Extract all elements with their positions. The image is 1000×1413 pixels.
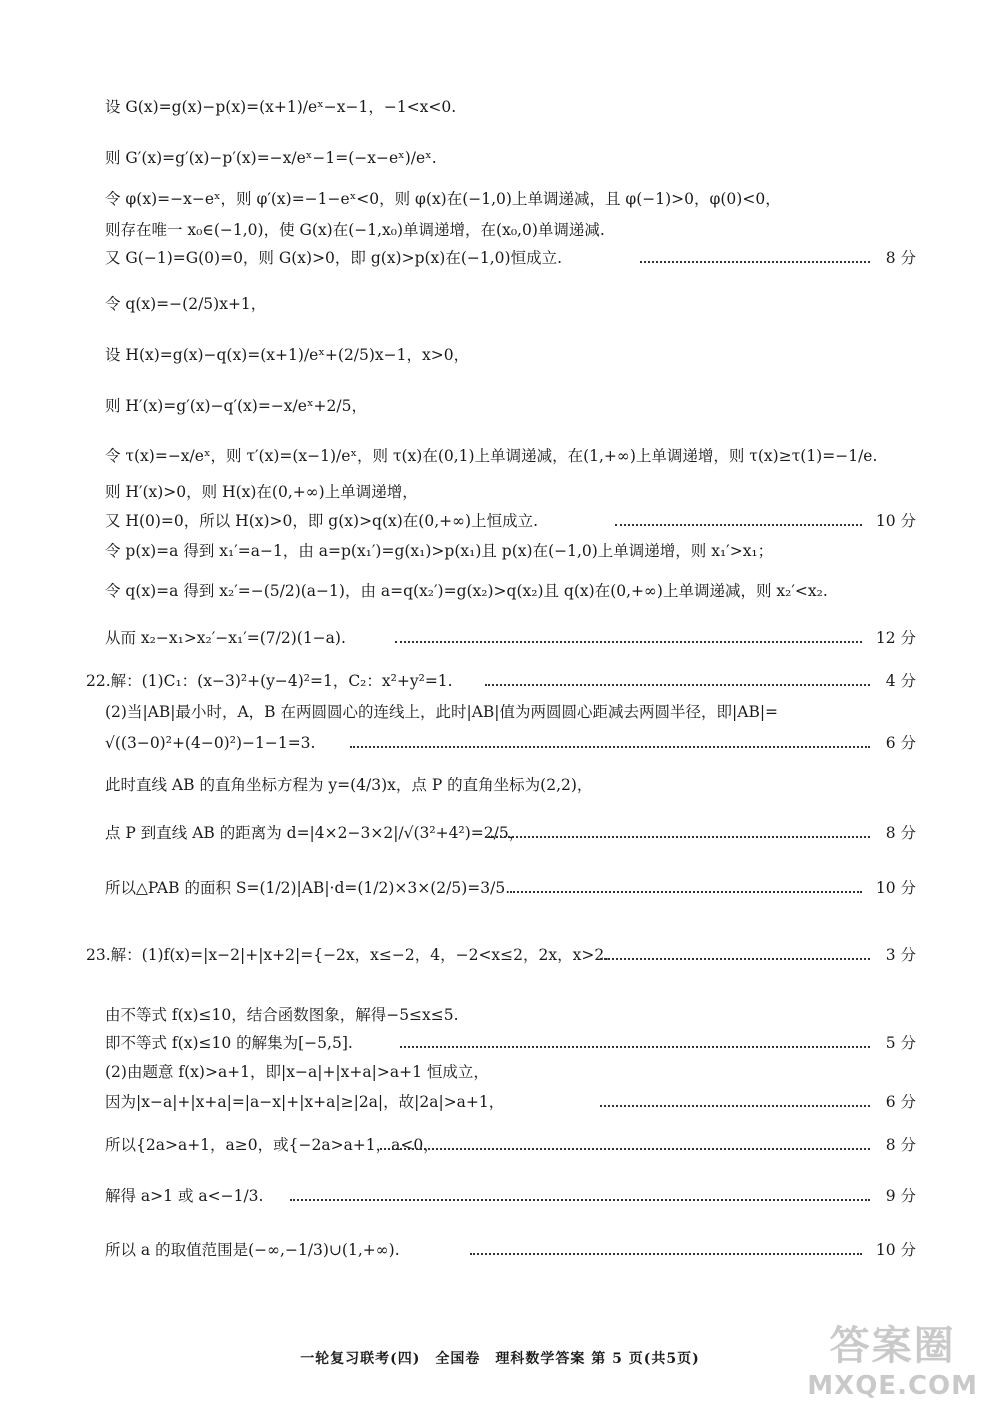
leader-dots <box>600 958 870 960</box>
page-footer: 一轮复习联考(四) 全国卷 理科数学答案 第 5 页(共5页) <box>300 1351 700 1367</box>
leader-dots <box>600 1105 870 1107</box>
line-text: (2)当|AB|最小时，A，B 在两圆圆心的连线上，此时|AB|值为两圆圆心距减去两圆半径，即|AB|= <box>105 703 779 721</box>
line-text: 即不等式 f(x)≤10 的解集为[−5,5]. <box>105 1034 353 1052</box>
line-text: 所以{2a>a+1，a≥0，或{−2a>a+1，a<0， <box>105 1136 439 1154</box>
line-text: 因为|x−a|+|x+a|=|a−x|+|x+a|≥|2a|，故|2a|>a+1， <box>105 1093 505 1111</box>
line-text: 则 H′(x)=g′(x)−q′(x)=−x/eˣ+2/5， <box>105 397 367 415</box>
leader-dots <box>350 746 870 748</box>
leader-dots <box>485 836 870 838</box>
line-text: 令 q(x)=−(2/5)x+1， <box>105 295 267 313</box>
line-text: 设 H(x)=g(x)−q(x)=(x+1)/eˣ+(2/5)x−1，x>0， <box>105 346 470 364</box>
score-label: 4 分 <box>885 672 916 690</box>
line-text: 令 p(x)=a 得到 x₁′=a−1，由 a=p(x₁′)=g(x₁)>p(x₁)且 p(x)在(−1,0)上单调递增，则 x₁′>x₁； <box>105 542 774 560</box>
leader-dots <box>640 261 870 263</box>
leader-dots <box>290 1199 870 1201</box>
leader-dots <box>395 641 862 643</box>
line-text: (2)由题意 f(x)>a+1，即|x−a|+|x+a|>a+1 恒成立， <box>105 1063 489 1081</box>
line-text: 此时直线 AB 的直角坐标方程为 y=(4/3)x，点 P 的直角坐标为(2,2)， <box>105 776 593 794</box>
leader-dots <box>400 1046 870 1048</box>
line-text: 则 H′(x)>0，则 H(x)在(0,+∞)上单调递增， <box>105 483 418 501</box>
score-label: 5 分 <box>885 1034 916 1052</box>
line-text: 令 τ(x)=−x/eˣ，则 τ′(x)=(x−1)/eˣ，则 τ(x)在(0,1)上单调递减，在(1,+∞)上单调递增，则 τ(x)≥τ(1)=−1/e. <box>105 447 878 465</box>
leader-dots <box>510 891 862 893</box>
line-text: 点 P 到直线 AB 的距离为 d=|4×2−3×2|/√(3²+4²)=2/5， <box>105 824 525 842</box>
line-text: 解得 a>1 或 a<−1/3. <box>105 1187 264 1205</box>
line-text: 从而 x₂−x₁>x₂′−x₁′=(7/2)(1−a). <box>105 629 346 647</box>
line-text: 则存在唯一 x₀∈(−1,0)，使 G(x)在(−1,x₀)单调递增，在(x₀,0)单调递减. <box>105 221 605 239</box>
score-label: 8 分 <box>885 824 916 842</box>
line-text: 所以 a 的取值范围是(−∞,−1/3)∪(1,+∞). <box>105 1241 400 1259</box>
leader-dots <box>380 1148 870 1150</box>
score-label: 9 分 <box>885 1187 916 1205</box>
line-text: 令 q(x)=a 得到 x₂′=−(5/2)(a−1)，由 a=q(x₂′)=g(x₂)>q(x₂)且 q(x)在(0,+∞)上单调递减，则 x₂′<x₂. <box>105 582 828 600</box>
leader-dots <box>470 1253 862 1255</box>
line-text: 又 H(0)=0，所以 H(x)>0，即 g(x)>q(x)在(0,+∞)上恒成立. <box>105 512 539 530</box>
line-text: 设 G(x)=g(x)−p(x)=(x+1)/eˣ−x−1，−1<x<0. <box>105 98 457 116</box>
score-label: 12 分 <box>875 629 916 647</box>
score-label: 3 分 <box>885 946 916 964</box>
leader-dots <box>615 524 862 526</box>
watermark-chars: 答案圈 <box>829 1323 956 1369</box>
line-text: 23.解：(1)f(x)=|x−2|+|x+2|={−2x，x≤−2，4，−2<x≤2，2x，x>2. <box>86 946 610 964</box>
watermark-url: MXQE.COM <box>807 1371 978 1401</box>
score-label: 10 分 <box>875 1241 916 1259</box>
score-label: 8 分 <box>885 249 916 267</box>
score-label: 6 分 <box>885 734 916 752</box>
line-text: √((3−0)²+(4−0)²)−1−1=3. <box>105 734 316 752</box>
line-text: 则 G′(x)=g′(x)−p′(x)=−x/eˣ−1=(−x−eˣ)/eˣ. <box>105 149 437 167</box>
line-text: 所以△PAB 的面积 S=(1/2)|AB|·d=(1/2)×3×(2/5)=3/5. <box>105 879 511 897</box>
leader-dots <box>485 684 870 686</box>
score-label: 10 分 <box>875 879 916 897</box>
line-text: 22.解：(1)C₁：(x−3)²+(y−4)²=1，C₂：x²+y²=1. <box>86 672 453 690</box>
score-label: 6 分 <box>885 1093 916 1111</box>
watermark-logo <box>807 1314 978 1401</box>
line-text: 令 φ(x)=−x−eˣ，则 φ′(x)=−1−eˣ<0，则 φ(x)在(−1,0)上单调递减，且 φ(−1)>0，φ(0)<0， <box>105 190 781 208</box>
line-text: 由不等式 f(x)≤10，结合函数图象，解得−5≤x≤5. <box>105 1006 459 1024</box>
score-label: 8 分 <box>885 1136 916 1154</box>
score-label: 10 分 <box>875 512 916 530</box>
line-text: 又 G(−1)=G(0)=0，则 G(x)>0，即 g(x)>p(x)在(−1,0)恒成立. <box>105 249 563 267</box>
